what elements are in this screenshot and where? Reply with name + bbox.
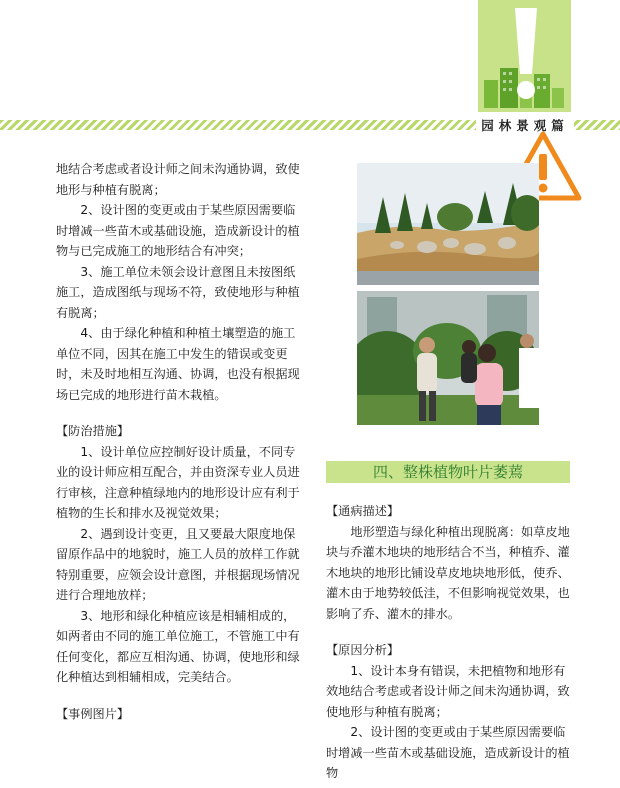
landscape-photo [357, 163, 539, 285]
right-column [326, 501, 574, 784]
symptom-heading: 【通病描述】 [326, 504, 400, 518]
example-heading: 【事例图片】 [56, 706, 130, 721]
paragraph: 2、遇到设计变更，且又要最大限度地保留原作品中的地貌时，施工人员的放样工作就特别重要，应领会设计意图，并根据现场情况进行合理地放样； [56, 526, 300, 602]
exclamation-icon [511, 8, 541, 102]
left-column [56, 159, 302, 724]
cause-heading: 【原因分析】 [326, 643, 400, 657]
paragraph: 2、设计图的变更或由于某些原因需要临时增减一些苗木或基础设施，造成新设计的植物 [326, 725, 570, 780]
paragraph: 4、由于绿化种植和种植土壤塑造的施工单位不同，因其在施工中发生的错误或变更时，未及时地相互沟通、协调，也没有根据现场已完成的地形进行苗木栽植。 [56, 326, 300, 402]
paragraph: 1、设计单位应控制好设计质量，不同专业的设计师应相互配合，并由资深专业人员进行审核，注意种植绿地内的地形设计应有利于植物的生长和排水及视觉效果； [56, 444, 300, 520]
section-title: 四、整株植物叶片萎蔫 [326, 461, 570, 483]
paragraph: 地结合考虑或者设计师之间未沟通协调，致使地形与种植有脱离； [56, 162, 300, 197]
paragraph: 3、地形和绿化种植应该是相辅相成的，如两者由不同的施工单位施工，不管施工中有任何变化，都应互相沟通、协调，使地形和绿化种植达到相辅相成，完美结合。 [56, 608, 300, 684]
paragraph: 1、设计本身有错误，未把植物和地形有效地结合考虑或者设计师之间未沟通协调，致使地形与种植有脱离； [326, 663, 570, 719]
prevention-heading: 【防治措施】 [56, 424, 130, 438]
inspection-photo [357, 291, 539, 425]
paragraph: 3、施工单位未领会设计意图且未按图纸施工，造成图纸与现场不符，致使地形与种植有脱离； [56, 264, 300, 320]
paragraph: 2、设计图的变更或由于某些原因需要临时增减一些苗木或基础设施，造成新设计的植物与已完成施工的地形结合有冲突； [56, 203, 300, 258]
paragraph: 地形塑造与绿化种植出现脱离：如草皮地块与乔灌木地块的地形结合不当，种植乔、灌木地块的地形比铺设草皮地块地形低，使乔、灌木由于地势较低洼，不但影响视觉效果，也影响了乔、灌木的排水。 [326, 524, 570, 621]
section-label: 园林景观篇 [476, 118, 574, 134]
